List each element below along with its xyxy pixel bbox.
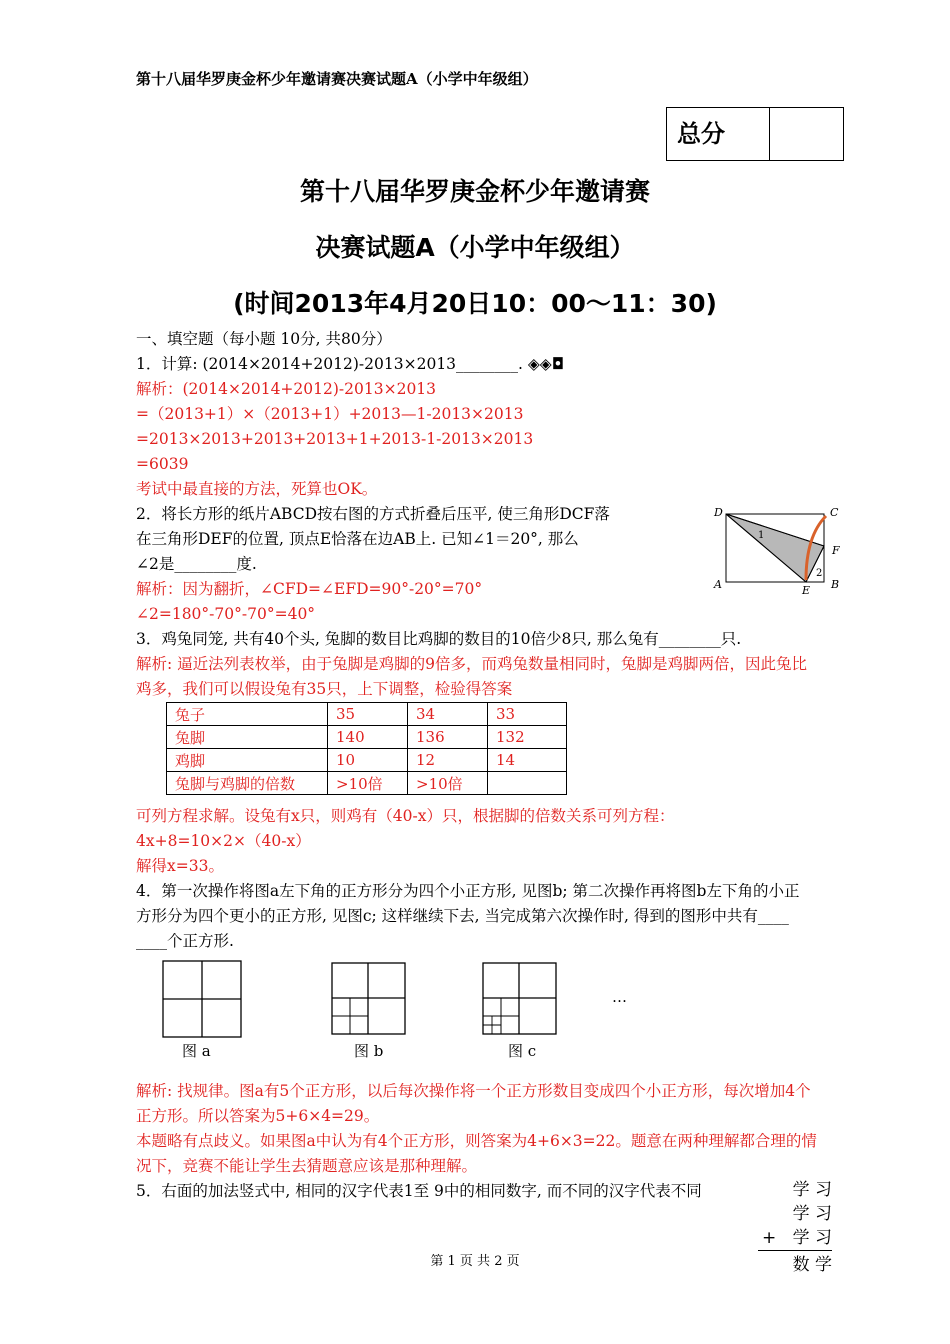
table-cell: 兔脚与鸡脚的倍数 [167, 772, 328, 795]
table-cell: 34 [408, 703, 488, 726]
label-e: E [802, 584, 811, 597]
q1-solution-line: =2013×2013+2013+2013+1+2013-1-2013×2013 [136, 430, 534, 448]
title-line-3: (时间2013年4月20日10：00～11：30) [233, 289, 717, 318]
figure-ellipsis: … [612, 988, 627, 1006]
score-box [666, 107, 844, 161]
q3-solution-line: 可列方程求解。设兔有x只，则鸡有（40-x）只，根据脚的倍数关系可列方程： [136, 807, 675, 825]
q1-solution-line: =6039 [136, 455, 189, 473]
page-footer: 第 1 页 共 2 页 [430, 1254, 520, 1269]
angle-1-label: 1 [758, 530, 765, 541]
figure-c [482, 962, 558, 1036]
addition-row-2: 学 习 [792, 1204, 832, 1224]
q2-question-line: ∠2是________度. [136, 555, 257, 573]
angle-2-label: 2 [816, 568, 823, 579]
q2-question-line: 2．将长方形的纸片ABCD按右图的方式折叠后压平, 使三角形DCF落 [136, 505, 610, 523]
table-cell: 14 [488, 749, 567, 772]
table-row [167, 703, 567, 726]
q3-table [166, 702, 567, 795]
q3-solution-line: 4x+8=10×2×（40-x） [136, 832, 311, 850]
q4-solution-line: 况下，竞赛不能让学生去猜题意应该是那种理解。 [136, 1157, 478, 1175]
label-d: D [714, 506, 723, 519]
label-a: A [714, 578, 722, 591]
table-cell: 33 [488, 703, 567, 726]
q3-solution-line: 鸡多，我们可以假设兔有35只，上下调整，检验得答案 [136, 680, 513, 698]
q4-question-line: 4．第一次操作将图a左下角的正方形分为四个小正方形, 见图b; 第二次操作再将图b左下角的小正 [136, 882, 800, 900]
label-f: F [832, 544, 840, 557]
q5-question: 5．右面的加法竖式中, 相同的汉字代表1至 9中的相同数字, 而不同的汉字代表不同 [136, 1182, 702, 1200]
q4-solution-line: 解析: 找规律。图a有5个正方形，以后每次操作将一个正方形数目变成四个小正方形，每次增加4个 [136, 1082, 811, 1100]
q1-solution-line: =（2013+1）×（2013+1）+2013—1-2013×2013 [136, 405, 524, 423]
table-cell [488, 772, 567, 795]
table-cell: 140 [328, 726, 408, 749]
table-cell: >10倍 [408, 772, 488, 795]
table-row [167, 726, 567, 749]
addition-result: 数 学 [792, 1255, 832, 1275]
addition-row-1: 学 习 [792, 1180, 832, 1200]
section-heading: 一、填空题（每小题 10分, 共80分） [136, 330, 392, 348]
q3-solution-line: 解析: 逼近法列表枚举，由于兔脚是鸡脚的9倍多，而鸡兔数量相同时，兔脚是鸡脚两倍，因此兔比 [136, 655, 808, 673]
q2-solution-line: 解析：因为翻折，∠CFD=∠EFD=90°-20°=70° [136, 580, 483, 598]
caption-figure-b: 图 b [354, 1042, 384, 1060]
q4-solution-line: 正方形。所以答案为5+6×4=29。 [136, 1107, 380, 1125]
table-row [167, 772, 567, 795]
q4-question-line: 方形分为四个更小的正方形, 见图c; 这样继续下去, 当完成第六次操作时, 得到的图形中共有____ [136, 907, 789, 925]
q3-solution-line: 解得x=33。 [136, 857, 224, 875]
folded-rectangle-figure [706, 500, 846, 600]
table-cell: 136 [408, 726, 488, 749]
caption-figure-a: 图 a [182, 1042, 211, 1060]
q4-solution-line: 本题略有点歧义。如果图a中认为有4个正方形，则答案为4+6×3=22。题意在两种理解都合理的情 [136, 1132, 817, 1150]
table-cell: >10倍 [328, 772, 408, 795]
caption-figure-c: 图 c [508, 1042, 537, 1060]
q1-solution-note: 考试中最直接的方法，死算也OK。 [136, 480, 378, 498]
title-line-2: 决赛试题A（小学中年级组） [315, 233, 635, 262]
addition-row-3-text: 学 习 [792, 1228, 832, 1248]
label-b: B [831, 578, 840, 591]
q2-question-line: 在三角形DEF的位置, 顶点E恰落在边AB上. 已知∠1＝20°, 那么 [136, 530, 579, 548]
addition-row-3 [758, 1226, 832, 1251]
q3-question: 3．鸡兔同笼, 共有40个头, 兔脚的数目比鸡脚的数目的10倍少8只, 那么兔有________只. [136, 630, 742, 648]
table-cell: 35 [328, 703, 408, 726]
table-cell: 10 [328, 749, 408, 772]
table-cell: 兔脚 [167, 726, 328, 749]
q2-solution-line: ∠2=180°-70°-70°=40° [136, 605, 316, 623]
table-cell: 12 [408, 749, 488, 772]
score-label: 总分 [667, 108, 770, 160]
table-row [167, 749, 567, 772]
figure-a [162, 960, 244, 1040]
q1-solution-line: 解析：(2014×2014+2012)-2013×2013 [136, 380, 437, 398]
title-line-1: 第十八届华罗庚金杯少年邀请赛 [299, 177, 650, 206]
figure-b [331, 962, 407, 1036]
table-cell: 132 [488, 726, 567, 749]
q4-question-line: ____个正方形. [136, 932, 234, 950]
table-cell: 兔子 [167, 703, 328, 726]
label-c: C [830, 506, 839, 519]
q1-question: 1．计算: (2014×2014+2012)-2013×2013________. ◈◈◘ [136, 355, 564, 373]
running-header: 第十八届华罗庚金杯少年邀请赛决赛试题A（小学中年级组） [136, 70, 538, 88]
table-cell: 鸡脚 [167, 749, 328, 772]
plus-sign: + [762, 1228, 777, 1248]
